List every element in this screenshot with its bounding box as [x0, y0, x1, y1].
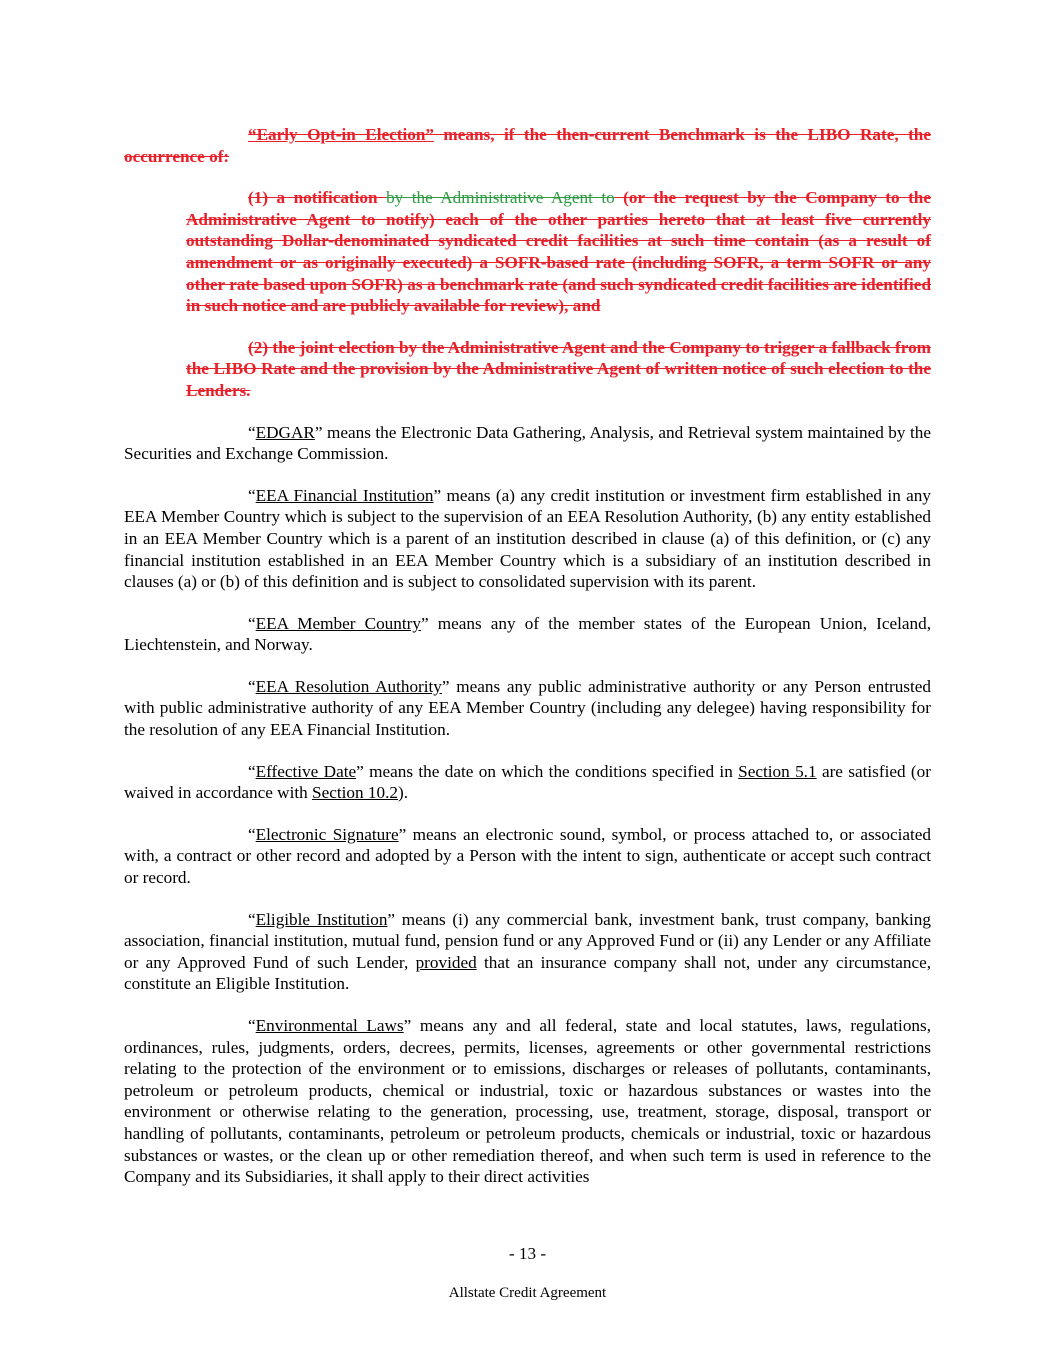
provided-term: provided — [415, 952, 477, 972]
close-quote: ” — [403, 1016, 412, 1035]
defined-term: Effective Date — [255, 761, 357, 781]
section-reference-link[interactable]: Section 10.2 — [312, 783, 398, 803]
defined-term: EEA Member Country — [255, 613, 421, 633]
open-quote: “ — [248, 909, 256, 929]
defined-term: Electronic Signature — [255, 824, 399, 844]
definition-text: that an insurance company shall not, under any circumstance, constitute an Eligible Institution. — [124, 952, 932, 994]
close-quote: ” — [420, 613, 429, 633]
definition-text: means the date on which the conditions specified in — [363, 761, 739, 781]
defined-term: Eligible Institution — [255, 909, 388, 929]
definition-eligible-institution — [124, 909, 931, 995]
definition-text: means any and all federal, state and local statutes, laws, regulations, ordinances, rules, judgments, orders, decrees, permits, licenses, agreements or other governmental restrictions relating to the protection of the environment or to emissions, discharges or releases of pollutants, contaminants, petroleum or petroleum products, chemical or industrial, toxic or hazardous substances or wastes into the environment or otherwise relating to the generation, processing, use, treatment, storage, disposal, transport or handling of pollutants, contaminants, petroleum or petroleum products, chemicals or industrial, toxic or hazardous substances or wastes, or the clean up or other remediation thereof, and when such term is used in reference to the Company and its Subsidiaries, it shall apply to their direct activities — [124, 1016, 931, 1187]
section-reference-link[interactable]: Section 5.1 — [738, 761, 817, 781]
early-opt-in-clause-1 — [186, 187, 931, 317]
close-quote: ” — [356, 761, 364, 781]
definition-text: means any of the member states of the European Union, Iceland, Liechtenstein, and Norway. — [124, 613, 931, 655]
close-quote: ” — [433, 485, 442, 505]
clause-1-text-deleted: (or the request by the Company to the Administrative Agent to notify) each of the other parties hereto that at least five currently outstanding Dollar-denominated syndicated credit facilities at such time contain (as a result of amendment or as originally executed) a SOFR-based rate (including SOFR, a term SOFR or any other rate based upon SOFR) as a benchmark rate (and such syndicated credit facilities are identified in such notice and are publicly available for review), and — [186, 188, 931, 316]
defined-term: EEA Resolution Authority — [255, 676, 442, 696]
definition-environmental-laws — [124, 1015, 931, 1188]
clause-2-text-deleted: (2) the joint election by the Administrative Agent and the Company to trigger a fallback from the LIBO Rate and the provision by the Administrative Agent of written notice of such election to the Lenders. — [186, 337, 931, 400]
early-opt-in-clause-2 — [186, 337, 931, 402]
document-body — [124, 124, 931, 1188]
definition-eea-financial-institution — [124, 485, 931, 593]
definition-text: means any public administrative authority or any Person entrusted with public administrative authority of any EEA Member Country (including any delegee) having responsibility for the resolution of any EEA Financial Institution. — [124, 676, 931, 740]
defined-term: Environmental Laws — [255, 1016, 404, 1035]
defined-term: EDGAR — [255, 422, 315, 442]
close-quote: ” — [387, 909, 396, 929]
clause-1-inserted-text: by the Administrative Agent to — [386, 188, 615, 208]
close-quote: ” — [314, 422, 323, 442]
defined-term: EEA Financial Institution — [255, 485, 434, 505]
definition-text: means the Electronic Data Gathering, Analysis, and Retrieval system maintained by the Securities and Exchange Commission. — [124, 422, 931, 464]
definition-text: means (i) any commercial bank, investment bank, trust company, banking association, financial institution, mutual fund, pension fund or any Approved Fund or (ii) any Lender or any Affiliate or any Approved Fund of such Lender, — [124, 909, 931, 972]
definition-electronic-signature — [124, 824, 931, 889]
close-quote: ” — [441, 676, 450, 696]
open-quote: “ — [248, 761, 256, 781]
open-quote: “ — [248, 613, 256, 633]
defined-term-deleted: “Early Opt-in Election” — [248, 125, 434, 144]
definition-text: means (a) any credit institution or investment firm established in any EEA Member Country which is subject to the supervision of an EEA Resolution Authority, (b) any entity established in an EEA Member Country which is a parent of an institution described in clause (a) of this definition, or (c) any financial institution established in an EEA Member Country which is a subsidiary of an institution described in clauses (a) or (b) of this definition and is subject to consolidated supervision with its parent. — [124, 485, 931, 592]
open-quote: “ — [248, 676, 256, 696]
open-quote: “ — [248, 824, 256, 844]
definition-effective-date — [124, 761, 931, 804]
definition-text-deleted: means, if the then-current Benchmark is the LIBO Rate, the occurrence of: — [124, 125, 931, 166]
definition-early-opt-in-election — [124, 124, 931, 167]
definition-eea-member-country — [124, 613, 931, 656]
definition-eea-resolution-authority — [124, 676, 931, 741]
definition-edgar — [124, 422, 931, 465]
definition-text: means an electronic sound, symbol, or process attached to, or associated with, a contract or other record and adopted by a Person with the intent to sign, authenticate or accept such contract or record. — [124, 824, 931, 888]
document-footer-title: Allstate Credit Agreement — [448, 1285, 607, 1301]
open-quote: “ — [248, 1016, 256, 1035]
open-quote: “ — [248, 485, 256, 505]
open-quote: “ — [248, 422, 256, 442]
close-quote: ” — [398, 824, 407, 844]
page-number: - 13 - — [508, 1244, 547, 1263]
clause-1-prefix-deleted: (1) a notification — [248, 188, 387, 208]
definition-text: are satisfied (or waived in accordance with — [124, 761, 931, 803]
definition-text: ). — [397, 783, 408, 803]
